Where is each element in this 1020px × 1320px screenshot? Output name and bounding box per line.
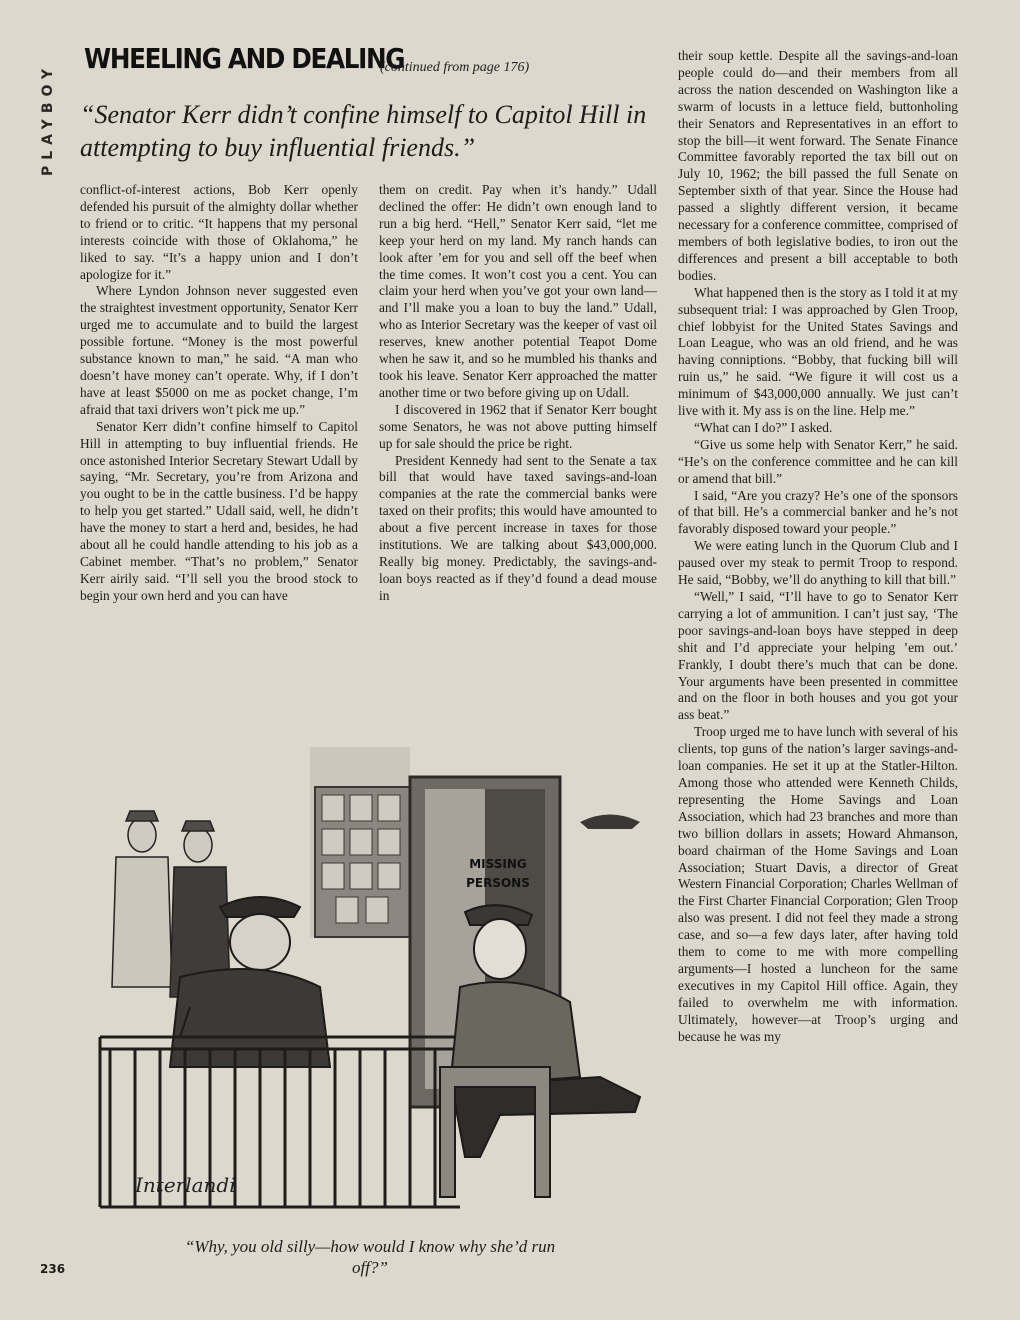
paragraph: “What can I do?” I asked. (694, 419, 833, 435)
paragraph: conflict-of-interest actions, Bob Kerr openly defended his pursuit of the almighty dollar whether to friend or to critic. “It happens that my personal interests coincide with those of Oklahoma,” he liked to say. “It’s a happy union and I don’t apologize for it.” (80, 182, 358, 282)
cartoon-illustration (80, 737, 658, 1217)
paragraph: We were eating lunch in the Quorum Club and I paused over my steak to permit Troop to respond. He said, “Bobby, we’ll do anything to kill that bill.” (678, 538, 958, 588)
text-column-2 (379, 182, 657, 605)
door-sign-line2: PERSONS (466, 876, 530, 890)
door-sign-line1: MISSING (469, 857, 527, 871)
paragraph: What happened then is the story as I told it at my subsequent trial: I was approached by Glen Troop, chief lobbyist for the United States Savings and Loan League, who was an old friend, and he was having conniptions. “Bobby, that fucking bill will ruin us,” he said. “We figure it will cost us a minimum of $43,000,000 annually. We just can’t live with it. My ass is on the line. Help me.” (678, 284, 958, 419)
continued-note: (continued from page 176) (380, 60, 530, 75)
magazine-side-label: PLAYBOY (40, 62, 56, 176)
paragraph: “Well,” I said, “I’ll have to go to Senator Kerr carrying a lot of ammunition. I can’t just say, ‘The poor savings-and-loan boys have stepped in deep shit and I’d appreciate your helping ’em out.’ Frankly, I doubt there’s much that can be done. Your arguments have been presented in committee and on the floor in both houses and you got your ass beat.” (678, 589, 958, 723)
text-column-3 (678, 48, 958, 1045)
artist-signature: Interlandi (135, 1173, 236, 1197)
paragraph: President Kennedy had sent to the Senate a tax bill that would have taxed savings-and-loan companies at the rate the commercial banks were taxed on their profits; this would have amounted to about a five percent increase in taxes for those institutions. We are talking about $43,000,000. Really big money. Predictably, the savings-and-loan boys reacted as if they’d found a dead mouse in (379, 452, 657, 603)
pull-quote: “Senator Kerr didn’t confine himself to Capitol Hill in attempting to buy influential friends.” (80, 100, 647, 162)
article-headline: WHEELING AND DEALING (84, 42, 405, 75)
paragraph: Where Lyndon Johnson never suggested even the straightest investment opportunity, Senator Kerr urged me to accumulate and to build the largest possible fortune. “Money is the most powerful substance known to man,” he said. “A man who doesn’t have money can’t operate. Why, if I don’t have at least $5000 on me as pocket change, I’m afraid that taxi drivers won’t pick me up.” (80, 283, 358, 417)
paragraph: “Give us some help with Senator Kerr,” he said. “He’s on the conference committee and he can kill or amend that bill.” (678, 436, 958, 486)
paragraph: I said, “Are you crazy? He’s one of the sponsors of that bill. He’s a commercial banker and he’s not favorably disposed toward your people.” (678, 487, 958, 537)
paragraph: I discovered in 1962 that if Senator Kerr bought some Senators, he was not above putting himself up for sale should the price be right. (379, 401, 657, 451)
paragraph: Senator Kerr didn’t confine himself to Capitol Hill in attempting to buy influential friends. He once astonished Interior Secretary Stewart Udall by saying, “Mr. Secretary, you’re from Arizona and you ought to be in the cattle business. I’d be happy to help you get started.” Udall said, well, he didn’t have the money to start a herd and, besides, he had about all he could handle attending to his job as a Cabinet member. “That’s no problem,” Senator Kerr airily said. “I’ll sell you the brood stock to begin your own herd and you can have (80, 418, 358, 603)
photo-board (315, 787, 410, 937)
paragraph: Troop urged me to have lunch with several of his clients, top guns of the nation’s larger savings-and-loan companies. He set it up at the Statler-Hilton. Among those who attended were Kenneth Childs, representing the Home Savings and Loan Association, which had 23 branches and more than two billion dollars in assets; Howard Ahmanson, board chairman of the Home Savings and Loan Association; Stuart Davis, a director of Great Western Financial Corporation; Charles Wellman of the First Charter Financial Corporation; Glen Troop also was present. I did not feel they made a strong case, and so—a few days later, after having told them to come to me with more compelling arguments—I hosted a luncheon for the same executives in my Capitol Hill office. Again, they failed to overwhelm me with information. Ultimately, however—at Troop’s urging and because he was my (678, 724, 958, 1044)
page-number: 236 (40, 1262, 66, 1276)
text-column-1 (80, 182, 358, 605)
paragraph: their soup kettle. Despite all the savings-and-loan people could do—and their members from all across the nation descended on Washington like a swarm of locusts in a lettuce field, buttonholing their Senators and Representatives in an effort to stop the bill—it went forward. The Senate Finance Committee favorably reported the tax bill out on July 10, 1962; the bill passed the full Senate on September sixth of that year. Since the House had passed a slightly different version, it became necessary for a conference committee, comprised of members of both legislative bodies, to iron out the differences and present a bill acceptable to both bodies. (678, 48, 958, 283)
cartoon-caption: “Why, you old silly—how would I know why she’d run off?” (184, 1237, 556, 1277)
paragraph: them on credit. Pay when it’s handy.” Udall declined the offer: He didn’t own enough land to run a big herd. “Hell,” Senator Kerr said, “let me keep your herd on my land. My ranch hands can look after ’em for you and sell off the beef when the time comes. It won’t cost you a cent. You can claim your herd when you’ve got your own land—and I’ll make you a loan to buy the land.” Udall, who as Interior Secretary was the keeper of vast oil reserves, knew another potential Teapot Dome when he saw it, and so he mumbled his thanks and took his leave. Senator Kerr approached the matter another time or two before giving up on Udall. (379, 182, 657, 400)
